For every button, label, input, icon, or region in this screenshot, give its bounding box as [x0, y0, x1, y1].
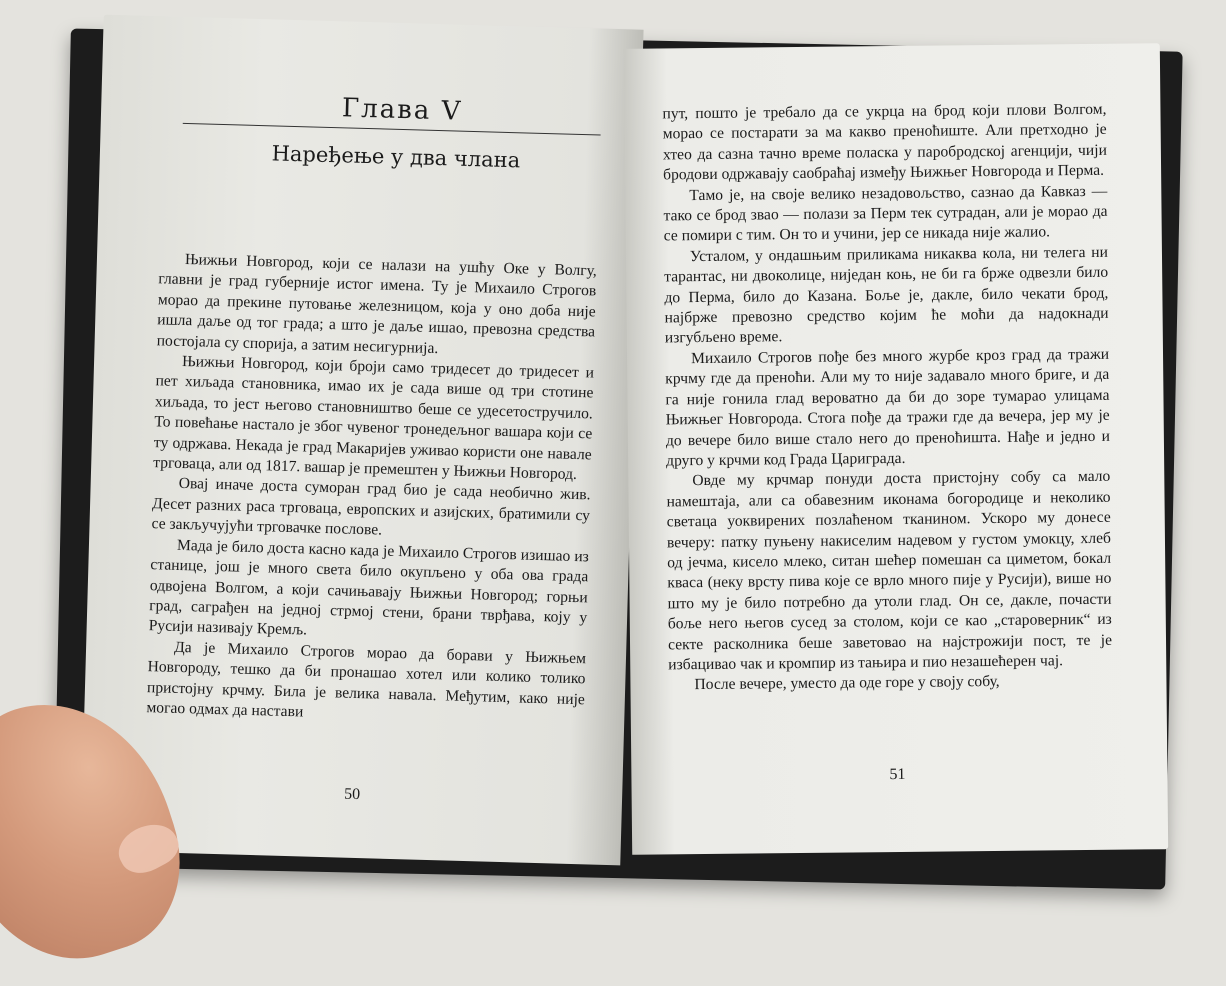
paragraph: Овде му крчмар понуди доста пристојну собу са мало намештаја, али са обавезним иконама богородице и неколико светаца уоквирених позлаћеном тканином. Ускоро му донесе вечеру: патку пуњену накиселим надевом у густом умокцу, хлеб од јечма, кисело млеко, ситан шећер помешан са циметом, бокал кваса (неку врсту пива које се врло много пије у Русији), више но што му је било потребно да утоли глад. Он се, дакле, почасти боље него његов сусед за столом, који се као „староверник“ из секте расколника беше заветовао на најстрожији пост, те је избацивао чак и кромпир из тањира и пио незашећерен чај. — [666, 468, 1113, 674]
paragraph: После вечере, уместо да оде горе у своју собу, — [694, 673, 1000, 694]
chapter-label: Глава V — [341, 93, 463, 127]
paragraph: Да је Михаило Строгов морао да борави у Њижњем Новгороду, тешко да би пронашао хотел или колико толико пристојну крчму. Била је велика навала. Међутим, како није могао одмах да настави — [146, 638, 587, 721]
paragraph: Мада је било доста касно када је Михаило Строгов изишао из станице, још је много света било окупљено у оба ова града одвојена Волгом, а који сачињавају Њижњи Новгород; горњи град, саграђен на једној стрмој стени, брани тврђава, коју у Русији називају Кремљ. — [148, 536, 590, 639]
left-page — [80, 15, 643, 866]
paragraph: Њижњи Новгород, који се налази на ушћу Оке у Волгу, главни је град губерније истог имена. Ту је Михаило Строгов морао да прекине путовање железницом, која у оно доба није ишла даље од тог града; а што је даље ишао, превозна средства постојала су спорија, а затим несигурнија. — [156, 250, 598, 357]
chapter-title: Наређење у два члана — [271, 141, 521, 173]
page-number: 51 — [889, 765, 906, 784]
right-page — [624, 43, 1168, 855]
paragraph: Овај иначе доста суморан град био је сада необично жив. Десет разних раса трговаца, европских и азијских, братимили су се закључујући трговачке послове. — [151, 475, 591, 539]
paragraph: Тамо је, на своје велико незадовољство, сазнао да Кавказ — тако се брод звао — полази за Перм тек сутрадан, али је морао да се помири с тим. Он то и учини, јер се никада није жалио. — [663, 182, 1108, 245]
paragraph: Усталом, у ондашњим приликама никаква кола, ни телега ни тарантас, ни двоколице, ниједан коњ, не би га брже одвезли било до Перма, било до Казана. Боље је, дакле, било чекати брод, најбрже превозно средство којим ће моћи да надокнади изгубљено време. — [664, 243, 1109, 347]
paragraph: пут, пошто је требало да се укрца на брод који плови Волгом, морао се постарати за ма какво преноћиште. Али претходно је хтео да сазна тачно време поласка у паробродској агенцији, чији бродови одржавају саобраћај између Њижњег Новгорода и Перма. — [662, 100, 1107, 184]
paragraph: Михаило Строгов пође без много журбе кроз град да тражи крчму где да преноћи. Али му то није задавало много бриге, и да га није гонила глад вероватно да би до зоре тумарао улицама Њижњег Новгорода. Стога пође да тражи где да вечера, јер му је до вечере било више стало него до преноћишта. Нађе и једно и друго у крчми код Града Цариграда. — [665, 345, 1110, 470]
paragraph: Њижњи Новгород, који броји само тридесет до тридесет и пет хиљада становника, имао их је сада више од три стотине хиљада, то јест његово становништво беше се удесетостручило. То повећање настало је због чувеног тронедељног вашара који се ту одржава. Некада је град Макаријев уживао користи оне навале трговаца, али од 1817. вашар је премештен у Њижњи Новгород. — [153, 352, 595, 484]
page-number: 50 — [343, 785, 361, 804]
right-page-text — [662, 100, 1112, 696]
left-page-text — [146, 249, 597, 730]
